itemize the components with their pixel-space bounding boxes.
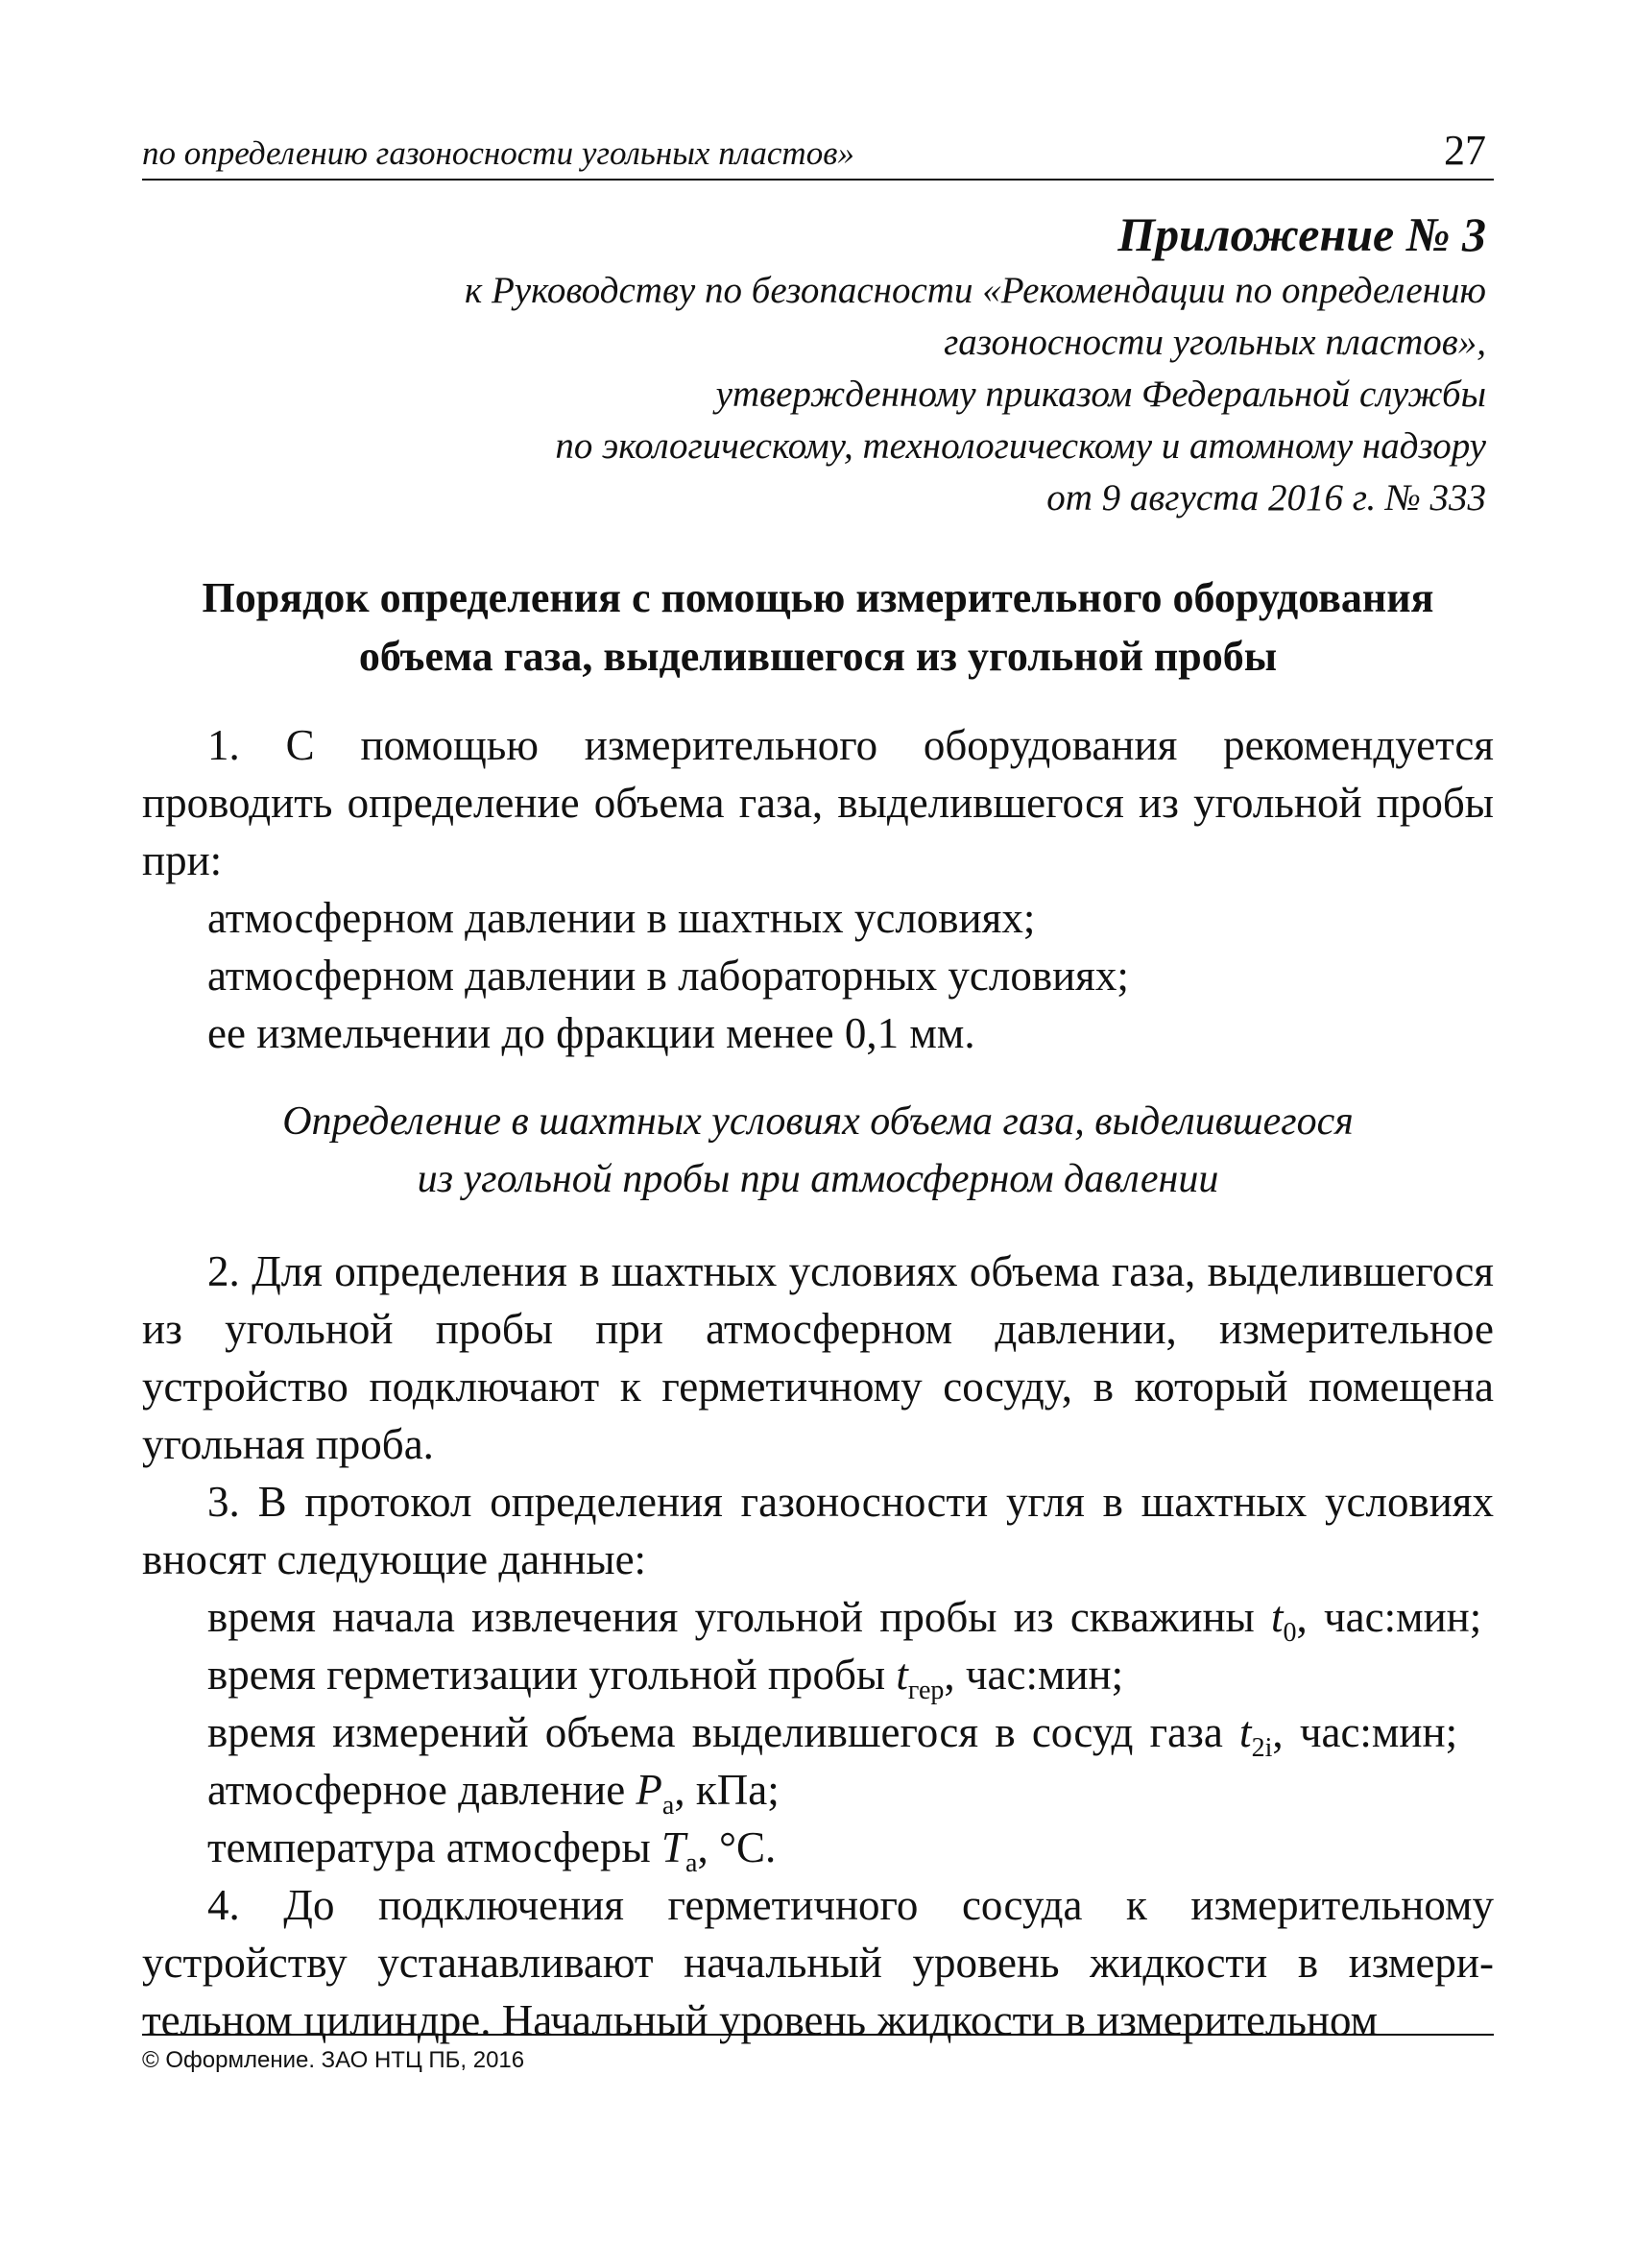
list-item [142, 1646, 1494, 1703]
appendix-title: Приложение № 3 [1117, 207, 1486, 261]
item-text: атмосферное давление [207, 1766, 636, 1814]
appendix-line: от 9 августа 2016 г. № 333 [1046, 477, 1486, 519]
item-text: время герметизации угольной пробы [207, 1651, 897, 1699]
list-item [142, 1761, 1494, 1819]
section-title-line: Порядок определения с помощью измерительного оборудования [202, 574, 1434, 621]
item-tail: , час:мин; [944, 1651, 1124, 1699]
appendix-line: утвержденному приказом Федеральной службы [715, 374, 1486, 415]
item-tail: , °С. [697, 1823, 777, 1871]
list-item: атмосферном давлении в лабораторных условиях; [207, 952, 1129, 1000]
appendix-line: по экологическому, технологическому и атомному надзору [555, 425, 1486, 467]
paragraph-4: 4. До подключения герметичного сосуда к измерительному устройству устанавливают начальный уровень жидкости в измерительном цилиндре. Начальный уровень жидкости в измерительном [142, 1881, 1494, 2044]
symbol-subscript: а [661, 1791, 675, 1821]
item-tail: , час:мин; [1272, 1708, 1458, 1756]
paragraph-3: 3. В протокол определения газоносности угля в шахтных условиях вносят следующие данные: [142, 1478, 1494, 1583]
item-text: температура атмосферы [207, 1823, 661, 1871]
symbol-p: P [636, 1766, 662, 1814]
subsection-title-line: Определение в шахтных условиях объема газа, выделившегося [282, 1099, 1354, 1144]
item-tail: , час:мин; [1296, 1593, 1482, 1641]
footer-divider [142, 2034, 1494, 2036]
section-title [142, 568, 1494, 686]
running-title: по определению газоносности угольных пластов» [142, 134, 854, 172]
running-header [142, 115, 1494, 181]
symbol-t: t [1271, 1593, 1284, 1641]
list-item [142, 1588, 1494, 1646]
list-item [142, 1819, 1494, 1876]
symbol-subscript: 2i [1251, 1733, 1273, 1763]
symbol-subscript: а [685, 1848, 698, 1878]
footer-copyright: © Оформление. ЗАО НТЦ ПБ, 2016 [142, 2047, 525, 2073]
document-body [142, 716, 1494, 1062]
section-title-line: объема газа, выделившегося из угольной пробы [358, 633, 1278, 680]
list-item: атмосферном давлении в шахтных условиях; [207, 894, 1036, 942]
subsection-title-line: из угольной пробы при атмосферном давлении [417, 1157, 1219, 1201]
paragraph-1: 1. С помощью измерительного оборудования рекомендуется проводить определение объема газа, выделившегося из угольной пробы при: [142, 721, 1494, 884]
subsection-title [142, 1093, 1494, 1208]
symbol-t: T [660, 1823, 686, 1871]
page-number: 27 [1444, 127, 1486, 174]
item-text: время измерений объема выделившегося в сосуд газа [207, 1708, 1240, 1756]
document-page [142, 115, 1494, 2049]
symbol-t: t [896, 1651, 908, 1699]
item-text: время начала извлечения угольной пробы из скважины [207, 1593, 1272, 1641]
item-tail: , кПа; [674, 1766, 780, 1814]
paragraph-2: 2. Для определения в шахтных условиях объема газа, выделившегося из угольной пробы при атмосферном давлении, измерительное устройство подключают к герметичному сосуду, в который помещена угольная проба. [142, 1247, 1494, 1468]
symbol-subscript: 0 [1283, 1618, 1297, 1648]
list-item [142, 1703, 1494, 1761]
appendix-block [142, 204, 1494, 524]
symbol-subscript: гер [907, 1676, 945, 1705]
list-item: ее измельчении до фракции менее 0,1 мм. [207, 1009, 975, 1057]
appendix-line: к Руководству по безопасности «Рекомендации по определению [464, 270, 1486, 311]
appendix-line: газоносности угольных пластов», [944, 322, 1486, 363]
document-body-2 [142, 1243, 1494, 2049]
symbol-t: t [1239, 1708, 1252, 1756]
